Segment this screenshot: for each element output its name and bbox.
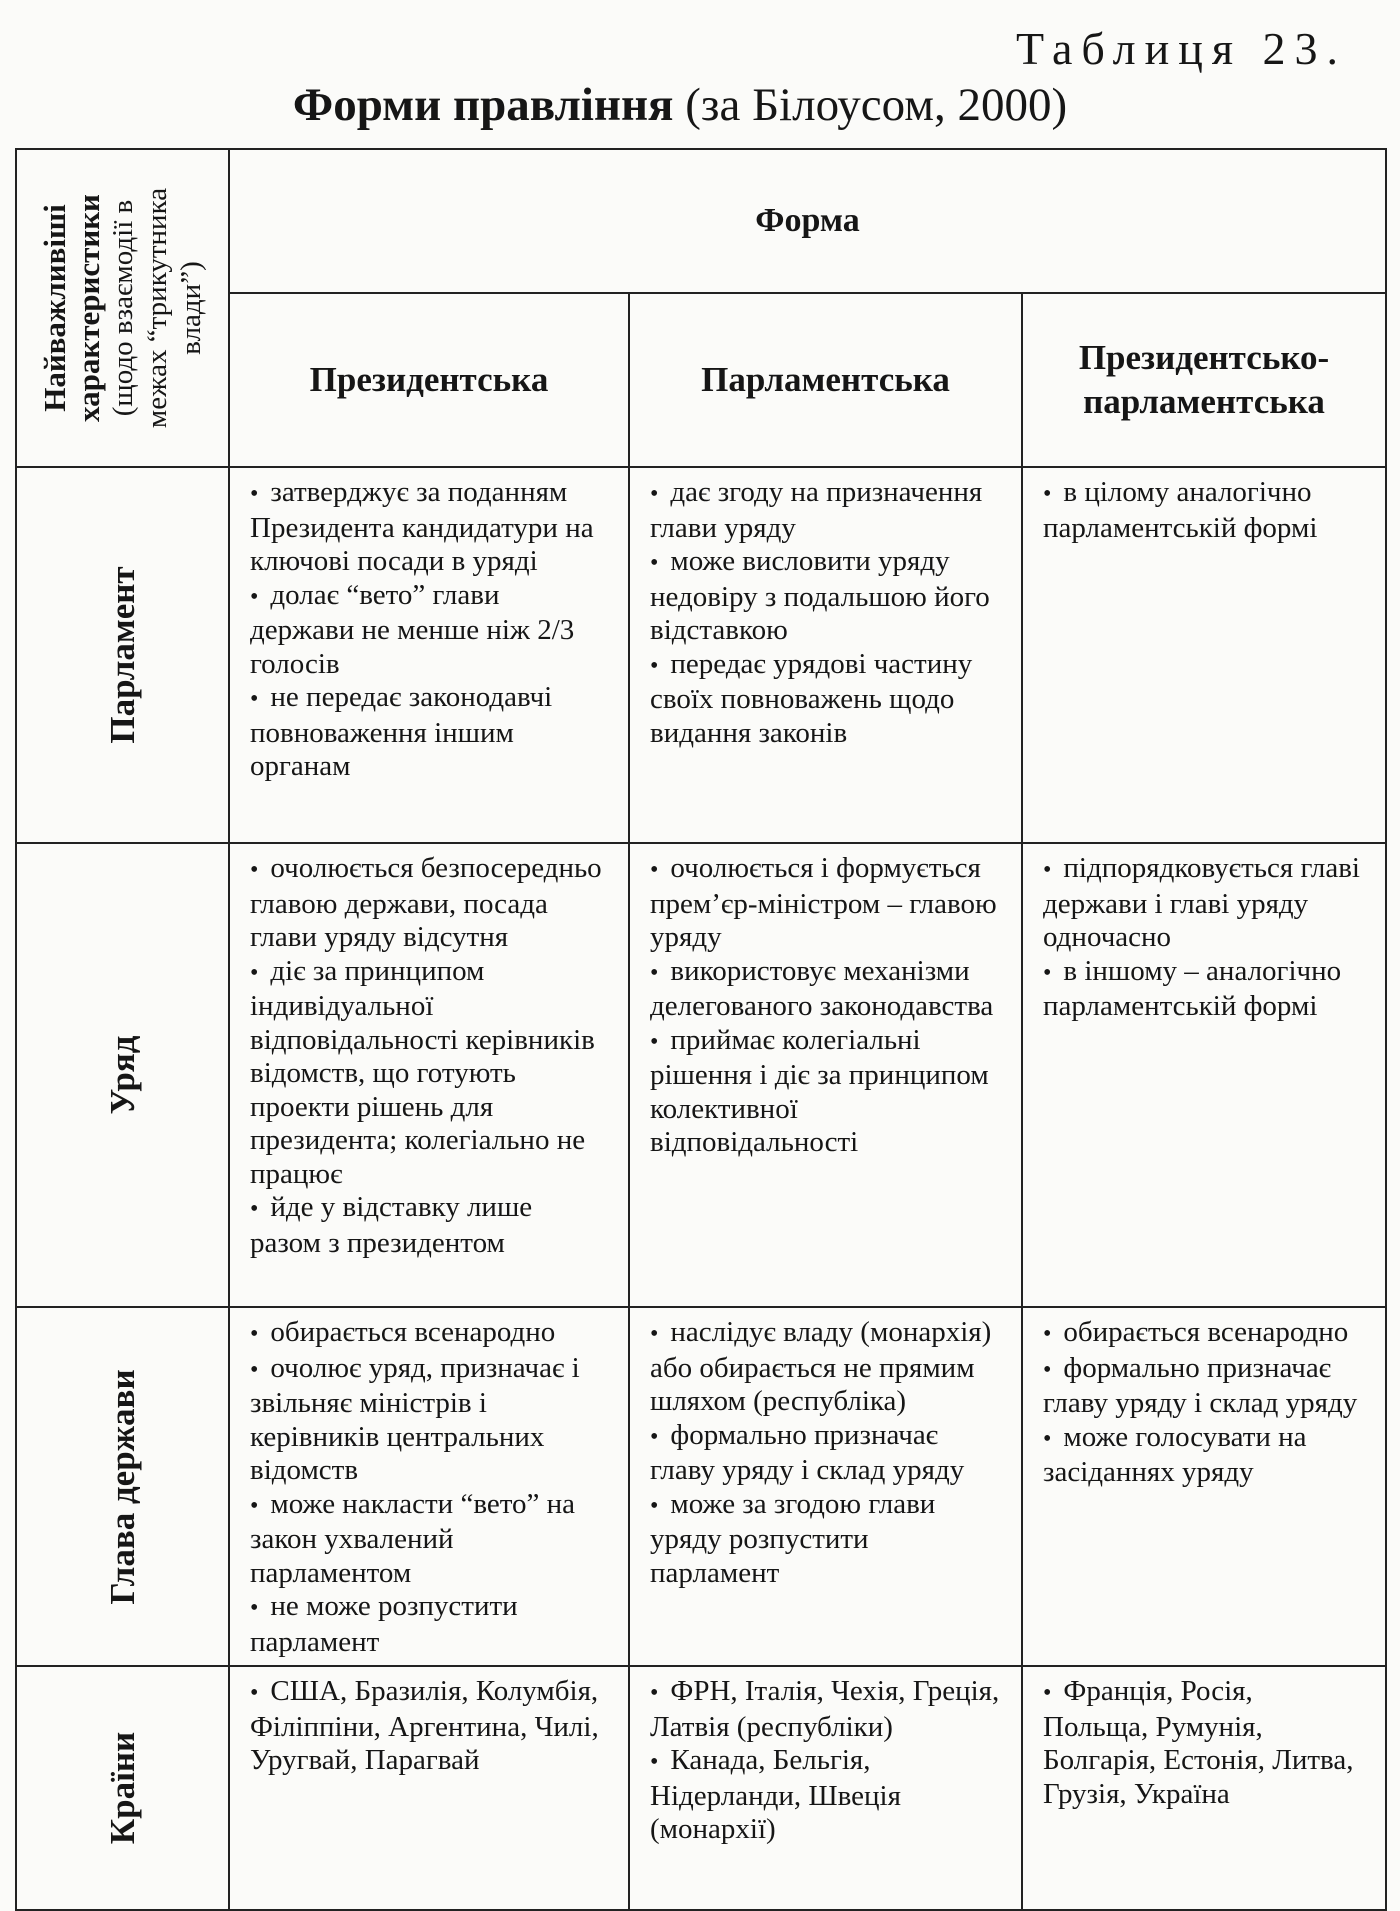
cell-mixed <box>1022 1666 1386 1910</box>
page-title <box>0 78 1360 132</box>
list-item: • може за згодою глави уряду розпустити парламент <box>650 1488 1001 1591</box>
cell-mixed <box>1022 1307 1386 1666</box>
cell-mixed <box>1022 467 1386 843</box>
list-item: • не передає законодавчі повноваження іншим органам <box>250 681 608 784</box>
bullet-list <box>250 1675 608 1778</box>
bullet-list <box>1043 1675 1365 1811</box>
row-parliament <box>16 467 1386 843</box>
list-item: • обирається всенародно <box>1043 1316 1365 1352</box>
list-item: • підпорядковується главі держави і главі уряду одночасно <box>1043 852 1365 955</box>
row-label-cell <box>16 1666 229 1910</box>
list-item: • долає “вето” глави держави не менше ніж 2/3 голосів <box>250 579 608 682</box>
list-item: • обирається всенародно <box>250 1316 608 1352</box>
list-item: • може висловити уряду недовіру з подальшою його відставкою <box>650 545 1001 648</box>
cell-parliamentary <box>629 1307 1022 1666</box>
list-item: • наслідує владу (монархія) або обирається не прямим шляхом (республіка) <box>650 1316 1001 1419</box>
bullet-list <box>250 476 608 784</box>
row-government <box>16 843 1386 1307</box>
row-label: Уряд <box>102 1035 142 1115</box>
bullet-list <box>1043 476 1365 545</box>
list-item: • може накласти “вето” на закон ухвалений парламентом <box>250 1488 608 1591</box>
corner-header <box>16 149 229 467</box>
title-bold: Форми правління <box>292 79 674 131</box>
row-label-cell <box>16 467 229 843</box>
corner-header-bold: Найважливіші характеристики <box>36 194 106 422</box>
cell-presidential <box>229 843 629 1307</box>
list-item: • формально призначає главу уряду і склад уряду <box>650 1419 1001 1488</box>
list-item: • йде у відставку лише разом з президентом <box>250 1191 608 1260</box>
list-item: • Канада, Бельгія, Нідерланди, Швеція (монархії) <box>650 1744 1001 1847</box>
table-number: Таблиця 23. <box>1016 23 1347 74</box>
form-header: Форма <box>229 149 1386 293</box>
forms-of-government-table <box>15 148 1387 1911</box>
cell-parliamentary <box>629 843 1022 1307</box>
list-item: • дає згоду на призначення глави уряду <box>650 476 1001 545</box>
cell-parliamentary <box>629 1666 1022 1910</box>
list-item: • передає урядові частину своїх повноважень щодо видання законів <box>650 648 1001 751</box>
column-header-mixed: Президентсько-парламентська <box>1022 293 1386 467</box>
list-item: • США, Бразилія, Колумбія, Філіппіни, Аргентина, Чилі, Уругвай, Парагвай <box>250 1675 608 1778</box>
row-label: Глава держави <box>102 1368 142 1605</box>
list-item: • в іншому – аналогічно парламентській формі <box>1043 955 1365 1024</box>
corner-header-regular: (щодо взаємодії в межах “трикутника влади”) <box>106 187 207 429</box>
row-label-cell <box>16 1307 229 1666</box>
bullet-list <box>650 1316 1001 1590</box>
list-item: • очолює уряд, призначає і звільняє міністрів і керівників центральних відомств <box>250 1352 608 1488</box>
cell-mixed <box>1022 843 1386 1307</box>
cell-parliamentary <box>629 467 1022 843</box>
list-item: • Франція, Росія, Польща, Румунія, Болгарія, Естонія, Литва, Грузія, Україна <box>1043 1675 1365 1811</box>
list-item: • очолюється і формується прем’єр-міністром – главою уряду <box>650 852 1001 955</box>
bullet-list <box>650 476 1001 750</box>
list-item: • в цілому аналогічно парламентській формі <box>1043 476 1365 545</box>
bullet-list <box>1043 1316 1365 1490</box>
column-header-presidential: Президентська <box>229 293 629 467</box>
list-item: • не може розпустити парламент <box>250 1590 608 1659</box>
list-item: • діє за принципом індивідуальної відповідальності керівників відомств, що готують проекти рішень для президента; колегіально не працює <box>250 955 608 1192</box>
row-label-cell <box>16 843 229 1307</box>
list-item: • формально призначає главу уряду і склад уряду <box>1043 1352 1365 1421</box>
list-item: • може голосувати на засіданнях уряду <box>1043 1421 1365 1490</box>
row-label: Парламент <box>102 566 142 744</box>
bullet-list <box>1043 852 1365 1024</box>
row-countries <box>16 1666 1386 1910</box>
list-item: • очолюється безпосередньо главою держави, посада глави уряду відсутня <box>250 852 608 955</box>
cell-presidential <box>229 1666 629 1910</box>
title-source: (за Білоусом, 2000) <box>673 79 1068 131</box>
row-label: Країни <box>102 1731 142 1845</box>
list-item: • приймає колегіальні рішення і діє за принципом колективної відповідальності <box>650 1024 1001 1160</box>
bullet-list <box>650 1675 1001 1847</box>
row-head-of-state <box>16 1307 1386 1666</box>
cell-presidential <box>229 1307 629 1666</box>
list-item: • використовує механізми делегованого законодавства <box>650 955 1001 1024</box>
list-item: • затверджує за поданням Президента кандидатури на ключові посади в уряді <box>250 476 608 579</box>
bullet-list <box>250 1316 608 1659</box>
bullet-list <box>250 852 608 1260</box>
column-header-parliamentary: Парламентська <box>629 293 1022 467</box>
bullet-list <box>650 852 1001 1160</box>
cell-presidential <box>229 467 629 843</box>
list-item: • ФРН, Італія, Чехія, Греція, Латвія (республіки) <box>650 1675 1001 1744</box>
